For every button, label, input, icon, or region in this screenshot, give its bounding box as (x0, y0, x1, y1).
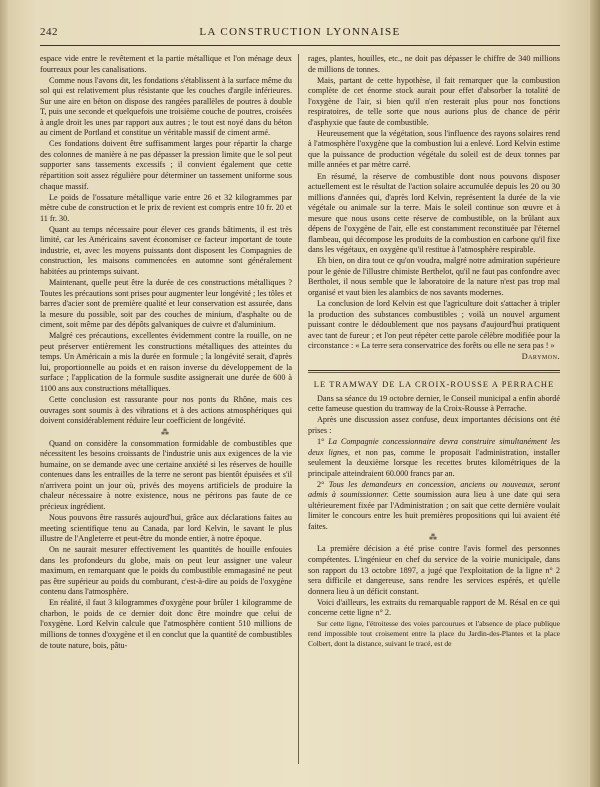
decision-2 (308, 480, 560, 533)
author-signature: Darymon. (521, 352, 560, 362)
paragraph: Le poids de l'ossature métallique varie entre 26 et 32 kilogrammes par mètre cube de construction et le prix de revient est compris entre 10 fr. 20 et 11 fr. 30. (40, 192, 292, 223)
column-divider (298, 54, 299, 764)
paragraph: On ne saurait mesurer effectivement les quantités de houille enfouies dans les profondeurs du globe, mais on peut leur assigner une valeur maximum, en remarquant que le poids du combustible emmagasiné ne peut pas être supérieur au poids du comburant, c'est-à-dire au poids de l'oxygène contenu dans l'atmosphère. (40, 545, 292, 597)
section-separator: ⁂ (429, 533, 439, 543)
paragraph: Voici d'ailleurs, les extraits du remarquable rapport de M. Résal en ce qui concerne cette ligne n° 2. (308, 597, 560, 618)
decision-1 (308, 437, 560, 479)
paragraph: Quant au temps nécessaire pour élever ces grands bâtiments, il est très limité, car les Américains savent économiser ce facteur important de toute industrie, et, avec les moyens puissants dont disposent les Compagnies de construction, les maisons commencées en automne sont généralement habitées au printemps suivant. (40, 224, 292, 276)
decision-1-italic: La Compagnie concessionnaire devra construire simultanément les deux lignes, (308, 437, 560, 457)
paragraph: En résumé, la réserve de combustible dont nous pouvons disposer actuellement est le résultat de l'action solaire accumulée depuis les 20 ou 30 millions d'années qui, d'après lord Kelvin, représentent la durée de la vie végétale ou animale sur la terre. Mais le soleil continue son œuvre et à mesure que nous usons cette réserve de combustible, on la brûlant aux dépens de l'oxygène de l'air, elle est constamment reconstituée par l'éternel flambeau, qui décompose les produits de la combustion en carbone qu'il fixe dans les végétaux, en oxygène qu'il restitue à l'atmosphère respirable. (308, 171, 560, 255)
article-rule-bottom (308, 372, 560, 373)
paragraph: Après une discussion assez confuse, deux importantes décisions ont été prises : (308, 415, 560, 435)
page-outer-edge (590, 0, 600, 787)
section-separator: ⁂ (161, 427, 171, 437)
closing-paragraph: La conclusion de lord Kelvin est que l'agriculture doit s'attacher à tripler la production des substances combustibles ; voilà un nouvel argument puissant contre le dédoublement que nos paysans d'aujourd'hui pratiquent avec tant de fureur ; et l'on peut répéter cette parole célèbre modifiée pour la circonstance : « La terre sera conservatrice des forêts ou elle ne sera pas ! » (308, 299, 560, 351)
header-rule (40, 45, 560, 46)
paragraph: En réalité, il faut 3 kilogrammes d'oxygène pour brûler 1 kilogramme de charbon, le poids de ce dernier doit donc être moindre que celui de l'oxygène. Lord Kelvin calcule que l'atmosphère contient 510 millions de millions de tonnes d'oxygène et il en conclut que la quantité de combustibles de toute nature, bois, pâtu- (40, 598, 292, 650)
decision-2-number: 2° (317, 479, 329, 489)
article-title: LE TRAMWAY DE LA CROIX-ROUSSE A PERRACHE (313, 379, 555, 389)
paragraph: espace vide entre le revêtement et la partie métallique et l'on ménage deux fourreaux pour les canalisations. (40, 54, 292, 74)
paragraph: Nous pouvons être rassurés aujourd'hui, grâce aux déclarations faites au meeting scientifique tenu au Canada, par lord Kelvin, le savant le plus illustre de l'Angleterre et peut-être du monde entier, à notre époque. (40, 512, 292, 544)
paragraph: Eh bien, on dira tout ce qu'on voudra, malgré notre admiration supérieure pour le génie de l'illustre chimiste Berthelot, qu'il ne faut pas confondre avec Bertholet, il nous semble que le laboratoire de la nature n'est pas trop mal organisé et vaut bien les alambics de nos savants modernes. (308, 256, 560, 298)
page-header (40, 26, 560, 42)
article-rule-top (308, 370, 560, 371)
right-column (308, 54, 560, 769)
left-column (40, 54, 292, 769)
paragraph: Heureusement que la végétation, sous l'influence des rayons solaires rend à l'atmosphère l'oxygène que la combustion lui a enlevé. Lord Kelvin estime que la puissance de production végétale du soleil est de deux tonnes par mille années et par mètre carré. (308, 128, 560, 170)
decision-1-number: 1° (317, 437, 329, 447)
paragraph: Comme nous l'avons dit, les fondations s'établissent à la surface même du sol qui est relativement plus résistante que les couches d'argile inférieures. Sur une aire en béton on dispose des rangées parallèles de poutres à double T, puis une seconde et quelquefois une troisième couche de poutres, croisées à angle droit les unes par rapport aux autres ; le tout est noyé dans du béton au ciment de Portland et constitue un véritable massif de ciment armé. (40, 75, 292, 138)
paragraph: Dans sa séance du 19 octobre dernier, le Conseil municipal a enfin abordé cette fameuse question du tramway de la Croix-Rousse à Perrache. (308, 393, 560, 414)
paragraph: Maintenant, quelle peut être la durée de ces constructions métalliques ? Toutes les précautions sont prises pour augmenter leur longévité ; les tôles et barres d'acier sont de première qualité et leur conservation est assurée, dans la mesure du possible, soit par des couches de minium, d'asphalte ou de ciment, soit même par des dépôts galvaniques de cuivre et d'aluminium. (40, 277, 292, 330)
signature-line (308, 352, 560, 363)
page-binding-edge (0, 0, 8, 787)
running-head: LA CONSTRUCTION LYONNAISE (199, 26, 401, 38)
paragraph: rages, plantes, houilles, etc., ne doit pas dépasser le chiffre de 340 millions de millions de tonnes. (308, 54, 560, 74)
paragraph: Mais, partant de cette hypothèse, il fait remarquer que la combustion complète de cet énorme stock aurait pour effet d'absorber la totalité de l'oxygène de l'air, si bien qu'il n'en resterait plus pour nos fonctions respiratoires, de telle sorte que nous aurions plus de chance de périr d'asphyxie que faute de combustible. (308, 75, 560, 127)
paragraph: Cette conclusion est rassurante pour nos ponts du Rhône, mais ces ouvrages sont soumis à des vibrations et à des actions atmosphériques qui doivent considérablement réduire leur coefficient de longévité. (40, 395, 292, 426)
paragraph: Malgré ces précautions, excellentes évidemment contre la rouille, on ne peut préserver entièrement les constructions métalliques des atteintes du temps. Un Américain a mis la durée en formule ; la longévité serait, d'après lui, proportionnelle au poids et en raison inverse du développement de la surface ; l'application de la formule susdite assignerait une durée de 600 à 1100 ans aux constructions métalliques. (40, 331, 292, 393)
page-number: 242 (40, 26, 58, 38)
quoted-report: Sur cette ligne, l'étroitesse des voies parcourues et l'absence de place publique rend impossible tout croisement entre la place du Jardin-des-Plantes et la place Colbert, dont la distance, suivant le tracé, est de (308, 619, 560, 649)
decision-1-text: et non pas, comme le proposait l'administration, installer seulement la deuxième lorsque les recettes brutes kilométriques de la principale atteindraient 60.000 francs par an. (308, 447, 560, 478)
paragraph: Ces fondations doivent être suffisamment larges pour répartir la charge des colonnes de manière à ne pas dépasser la pression limite que le sol peut supporter sans tassements excessifs ; il convient également que cette répartition soit assez régulière pour déterminer un tassement uniforme sous chaque massif. (40, 139, 292, 191)
decision-2-text: Cette soumission aura lieu à une date qui sera ultérieurement fixée par l'Administration ; on sait que cette dernière voulait limiter le concours entre les huit premières propositions qui lui avaient été faites. (308, 490, 560, 531)
paragraph: La première décision a été prise contre l'avis formel des personnes compétentes. L'ingénieur en chef du service de la voirie municipale, dans son rapport du 13 octobre 1897, a jugé que l'exploitation de la ligne n° 2 sera difficile et dangereuse, sans rendre les services espérés, et qu'elle donnera lieu à un déficit constant. (308, 544, 560, 596)
paragraph: Quand on considère la consommation formidable de combustibles que nécessitent les besoins croissants de l'industrie unis aux exigences de la vie humaine, on se demande avec une certaine anxiété si les réserves de houille contenues dans les entrailles de la terre ne seront pas bientôt épuisées et s'il n'arrivera point un jour où, privés des moyens artificiels de produire la chaleur nécessaire à notre existence, nous ne périrons pas faute de ce précieux ingrédient. (40, 438, 292, 511)
decision-2-italic: Tous les demandeurs en concession, anciens ou nouveaux, seront admis à soumissionner. (308, 479, 560, 500)
